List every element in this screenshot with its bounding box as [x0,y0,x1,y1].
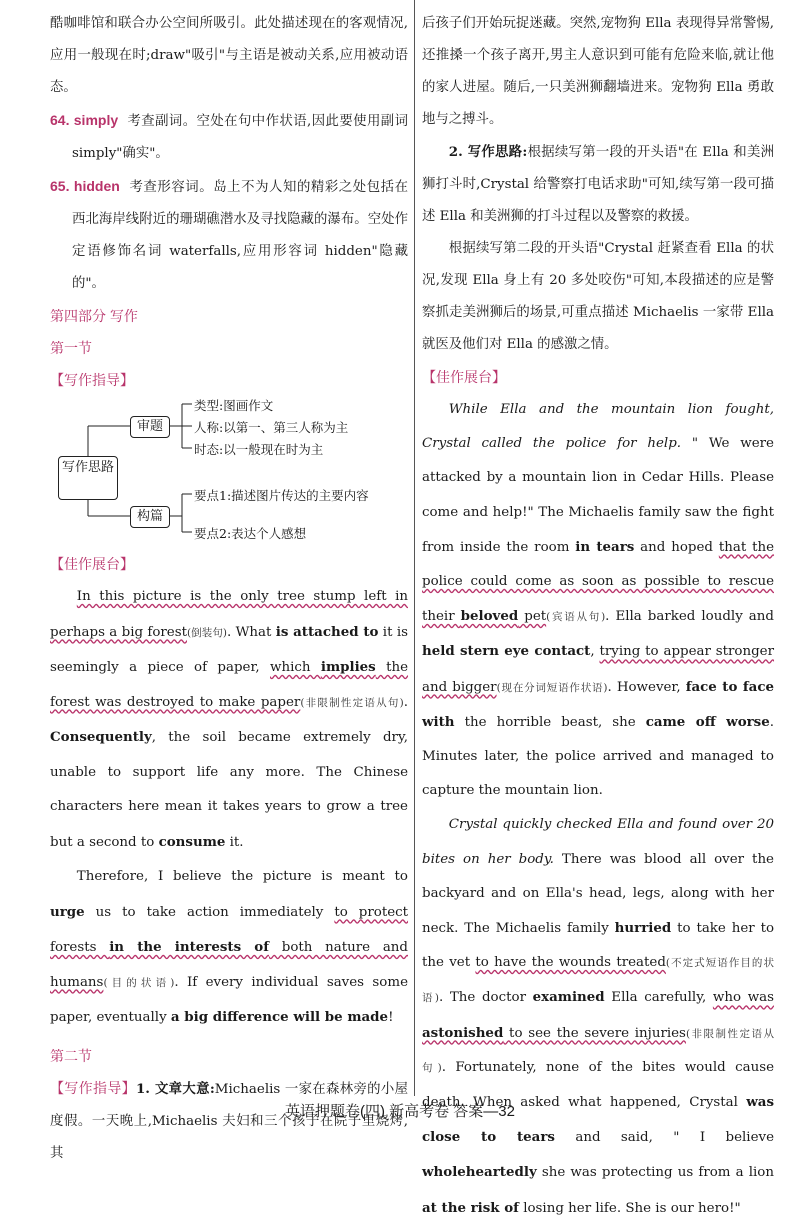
mind-map-item-type: 类型:图画作文 [194,398,274,413]
mind-map-item-point1: 要点1:描述图片传达的主要内容 [194,488,369,503]
key-phrase: came off worse [645,713,770,730]
writing-guide2-tag: 【写作指导】 [50,1079,136,1096]
part4-heading: 第四部分 写作 [50,308,138,324]
key-phrase: in tears [575,538,635,555]
section2-heading: 第二节 [50,1047,92,1064]
key-phrase: consume [158,833,226,850]
column-divider [414,0,415,1096]
text: and said, " I believe [554,1130,774,1146]
text: . Fortunately, none of the bites would cause death. When asked what happened, Crystal [422,1059,774,1111]
text: . However, [607,679,686,695]
guide-text: Michaelis 一家在森林旁的小屋度假。一天晚上,Michaelis 夫妇和三个孩子在院子里烧烤,其 [50,1081,409,1161]
purpose-phrase: both nature and humans [50,940,408,990]
mind-map-branch-review: 审题 [130,416,170,438]
text: ! [388,1010,394,1025]
answer-64 [50,104,408,170]
essay2-paragraph2 [422,808,774,1225]
model-essay2-tag: 【佳作展台】 [422,369,506,385]
text: Ella carefully, [604,990,713,1006]
text: . [403,694,408,710]
grammar-note: (现在分词短语作状语) [496,681,608,694]
text: . What [227,624,276,640]
participle-phrase: trying to appear stronger and bigger [422,644,775,695]
mind-map-item-point2: 要点2:表达个人感想 [194,526,307,541]
text: losing her life. She is our hero!" [518,1200,741,1216]
infinitive-phrase: to have the wounds treated [475,955,666,971]
left-paragraph-continued: 酷咖啡馆和联合办公空间所吸引。此处描述现在的客观情况,应用一般现在时;draw"吸引"与主语是被动关系,应用被动语态。 [50,16,408,95]
guide-paragraph2-idea: 根据续写第二段的开头语"Crystal 赶紧查看 Ella 的状况,发现 Ella 身上有 20 多处咬伤"可知,本段描述的应是警察抓走美洲狮后的场景,可重点描述 Michaelis 一家带 Ella 就医及他们对 Ella 的感激之情。 [422,241,774,352]
object-clause: that the police could come as soon as possible to rescue their [422,539,775,625]
key-phrase: wholeheartedly [422,1164,537,1181]
answer-65-explanation: 考查形容词。岛上不为人知的精彩之处包括在西北海岸线附近的珊瑚礁潜水及寻找隐藏的瀑布。空处作定语修饰名词 waterfalls,应用形容词 hidden"隐藏的"。 [72,180,409,291]
object-clause: pet [518,609,547,625]
text: it is seemingly a piece of paper, [50,624,408,675]
key-phrase: at the risk of [422,1199,519,1216]
relative-clause: to see the severe injuries [503,1025,686,1041]
text: , [590,644,600,660]
grammar-note: (宾语从句) [546,611,606,624]
text: " We were attacked by a mountain lion in Cedar Hills. Please come and help!" The Michaelis family saw the fight from inside the room [422,436,774,555]
answer-65 [50,170,408,300]
given-opening-line: While Ella and the mountain lion fought, Crystal called the police for help. [422,402,774,452]
key-phrase: implies [320,659,376,675]
mind-map-item-person: 人称:以第一、第三人称为主 [194,420,349,435]
purpose-phrase: to protect forests [50,904,409,955]
key-phrase: examined [532,989,605,1006]
grammar-note: (非限制性定语从句) [300,696,404,709]
writing-guide-tag: 【写作指导】 [50,372,134,388]
text: , the soil became extremely dry, unable to support life any more. The Chinese characters here mean it takes years to grow a tree but a second to [50,730,408,850]
answer-65-label: 65. hidden [50,178,120,194]
text: it. [225,834,244,850]
key-phrase: Consequently [50,729,152,745]
mind-map-branch-structure: 构篇 [130,506,170,528]
text: Therefore, I believe the picture is meant to [76,869,408,884]
grammar-note: (非限制性定语从句) [422,1027,774,1074]
text: There was blood all over the backyard and on Ella's head, legs, along with her neck. The Michaelis family [422,851,774,937]
guide-summary-continued: 后孩子们开始玩捉迷藏。突然,宠物狗 Ella 表现得异常警惕,还推搡一个孩子离开,男主人意识到可能有危险来临,就让他的家人进屋。随后,一只美洲狮翻墙进来。宠物狗 Ella 勇敢地与之搏斗。 [422,16,774,127]
essay1-paragraph1 [50,580,408,860]
mind-map-item-tense: 时态:以一般现在时为主 [194,442,324,457]
model-essay-tag: 【佳作展台】 [50,556,134,572]
text: . Minutes later, the police arrived and managed to capture the mountain lion. [422,714,775,799]
text: to take her to the vet [422,921,775,971]
grammar-note: (不定式短语作目的状语) [422,957,774,1005]
text: . Ella barked loudly and [605,609,774,625]
guide-subheading: 1. 文章大意: [135,1080,215,1097]
text: us to take action immediately [84,904,335,920]
section1-heading: 第一节 [50,340,92,356]
key-phrase: beloved [460,608,519,625]
key-phrase: is attached to [275,623,379,640]
key-phrase: held stern eye contact [422,643,591,660]
page-footer: 英语押题卷(四) 新高考卷 答案—32 [284,1103,515,1120]
key-phrase: astonished [422,1024,504,1041]
grammar-note: (目的状语) [103,976,175,989]
guide-writing-idea [422,136,774,233]
text: she was protecting us from a lion [536,1165,774,1181]
key-phrase: a big difference will be made [170,1009,389,1025]
key-phrase: face to face with [422,678,775,730]
text: . If every individual saves some paper, eventually [50,974,408,1025]
key-phrase: was close to tears [422,1094,774,1146]
left-column [50,8,408,1170]
grammar-note: (倒装句) [186,626,228,639]
guide-subheading: 2. 写作思路: [448,144,528,160]
text: . The doctor [438,990,533,1006]
key-phrase: in the interests of [109,939,269,955]
clause-start: which [270,660,321,675]
essay1-inversion: In this picture is the only tree stump left in perhaps a big forest [50,589,408,640]
key-phrase: urge [50,903,85,920]
relative-clause: who was [712,990,775,1006]
key-phrase: hurried [614,920,672,937]
mind-map-root: 写作思路 [58,456,118,500]
given-opening-line: Crystal quickly checked Ella and found over 20 bites on her body. [422,817,774,867]
text: and hoped [634,539,719,555]
text: the horrible beast, she [454,714,646,730]
relative-clause: the forest was destroyed to make paper [50,660,409,710]
essay2-paragraph1 [422,393,774,808]
right-column [422,8,774,1226]
guide-text: 根据续写第一段的开头语"在 Ella 和美洲狮打斗时,Crystal 给警察打电话求助"可知,续写第一段可描述 Ella 和美洲狮的打斗过程以及警察的救援。 [422,145,774,224]
answer-64-explanation: 考查副词。空处在句中作状语,因此要使用副词 simply"确实"。 [72,114,408,161]
writing-mind-map [50,396,408,548]
answer-64-label: 64. simply [50,112,119,128]
essay1-paragraph2 [50,860,408,1036]
